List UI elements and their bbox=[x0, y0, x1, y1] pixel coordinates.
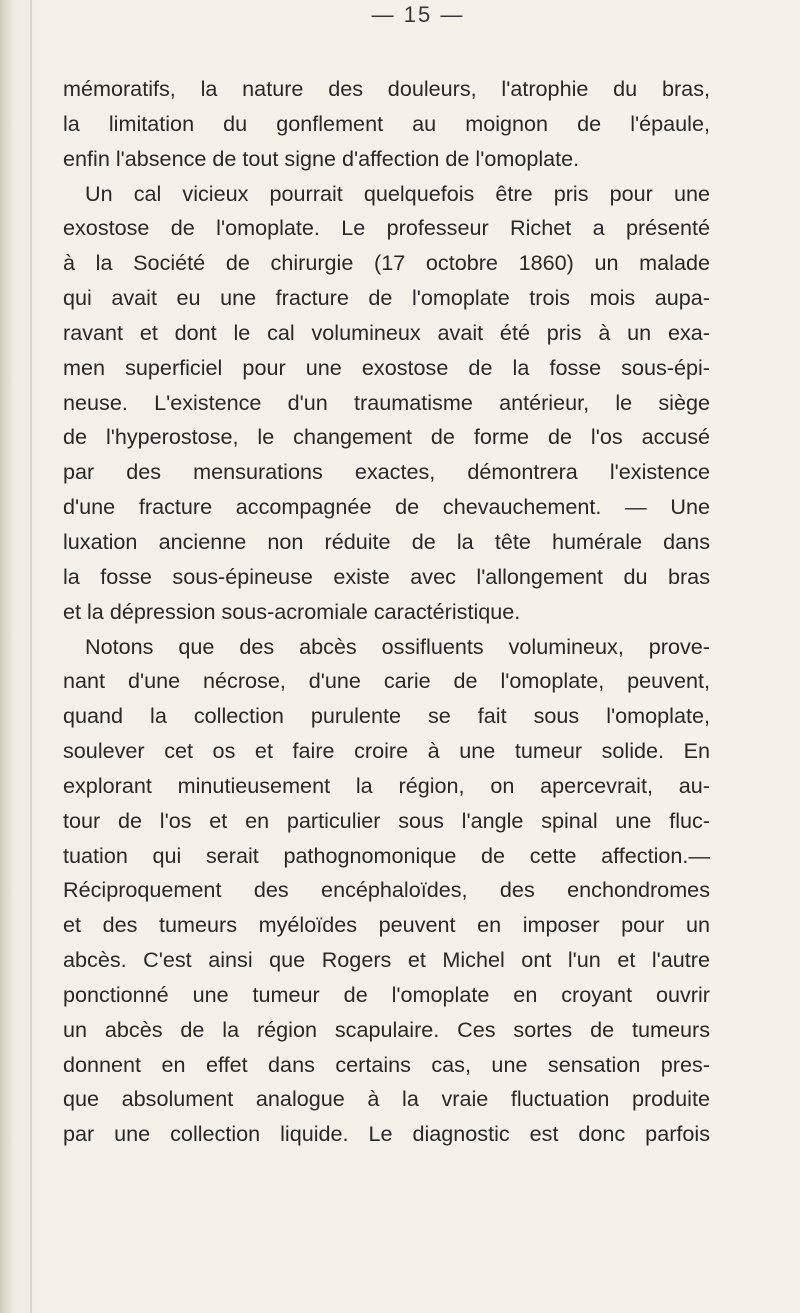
text-line: mémoratifs, la nature des douleurs, l'atrophie du bras, bbox=[63, 76, 710, 101]
text-line: tuation qui serait pathognomonique de cette affection.— bbox=[63, 842, 710, 868]
text-line: que absolument analogue à la vraie fluctuation produite bbox=[63, 1086, 710, 1112]
body-text bbox=[63, 72, 710, 1152]
text-line: Réciproquement des encéphaloïdes, des enchondromes bbox=[63, 877, 710, 903]
text-line: donnent en effet dans certains cas, une sensation pres- bbox=[63, 1051, 710, 1077]
page-fold-shadow bbox=[30, 0, 32, 1313]
text-line: par une collection liquide. Le diagnostic est donc parfois bbox=[63, 1121, 710, 1147]
text-line: abcès. C'est ainsi que Rogers et Michel ont l'un et l'autre bbox=[63, 947, 710, 973]
text-line: quand la collection purulente se fait sous l'omoplate, bbox=[63, 703, 710, 729]
text-line: nant d'une nécrose, d'une carie de l'omoplate, peuvent, bbox=[63, 668, 710, 694]
text-line: men superficiel pour une exostose de la fosse sous-épi- bbox=[63, 354, 710, 380]
text-line: ponctionné une tumeur de l'omoplate en croyant ouvrir bbox=[63, 981, 710, 1007]
text-line: un abcès de la région scapulaire. Ces sortes de tumeurs bbox=[63, 1016, 710, 1042]
text-line: Un cal vicieux pourrait quelquefois être pris pour une bbox=[85, 180, 710, 206]
text-line: neuse. L'existence d'un traumatisme antérieur, le siège bbox=[63, 389, 710, 415]
text-line: ravant et dont le cal volumineux avait été pris à un exa- bbox=[63, 319, 710, 345]
text-line: luxation ancienne non réduite de la tête humérale dans bbox=[63, 528, 710, 554]
text-line: la limitation du gonflement au moignon de l'épaule, bbox=[63, 110, 710, 136]
text-line: d'une fracture accompagnée de chevauchement. — Une bbox=[63, 494, 710, 520]
text-line: et des tumeurs myéloïdes peuvent en imposer pour un bbox=[63, 912, 710, 938]
text-line: par des mensurations exactes, démontrera l'existence bbox=[63, 459, 710, 485]
text-line: tour de l'os et en particulier sous l'angle spinal une fluc- bbox=[63, 807, 710, 833]
text-line: qui avait eu une fracture de l'omoplate trois mois aupa- bbox=[63, 285, 710, 311]
text-line: et la dépression sous-acromiale caractéristique. bbox=[63, 598, 521, 624]
text-line: soulever cet os et faire croire à une tumeur solide. En bbox=[63, 738, 710, 764]
text-line: la fosse sous-épineuse existe avec l'allongement du bras bbox=[63, 563, 710, 589]
text-line: explorant minutieusement la région, on apercevrait, au- bbox=[63, 772, 710, 798]
text-line: de l'hyperostose, le changement de forme de l'os accusé bbox=[63, 424, 710, 450]
text-line: à la Société de chirurgie (17 octobre 1860) un malade bbox=[63, 250, 710, 276]
text-line: enfin l'absence de tout signe d'affection de l'omoplate. bbox=[63, 145, 580, 171]
text-line: Notons que des abcès ossifluents volumineux, prove- bbox=[85, 633, 710, 659]
text-line: exostose de l'omoplate. Le professeur Richet a présenté bbox=[63, 215, 710, 241]
page-binding-edge bbox=[0, 0, 14, 1313]
page-number: — 15 — bbox=[371, 2, 465, 27]
